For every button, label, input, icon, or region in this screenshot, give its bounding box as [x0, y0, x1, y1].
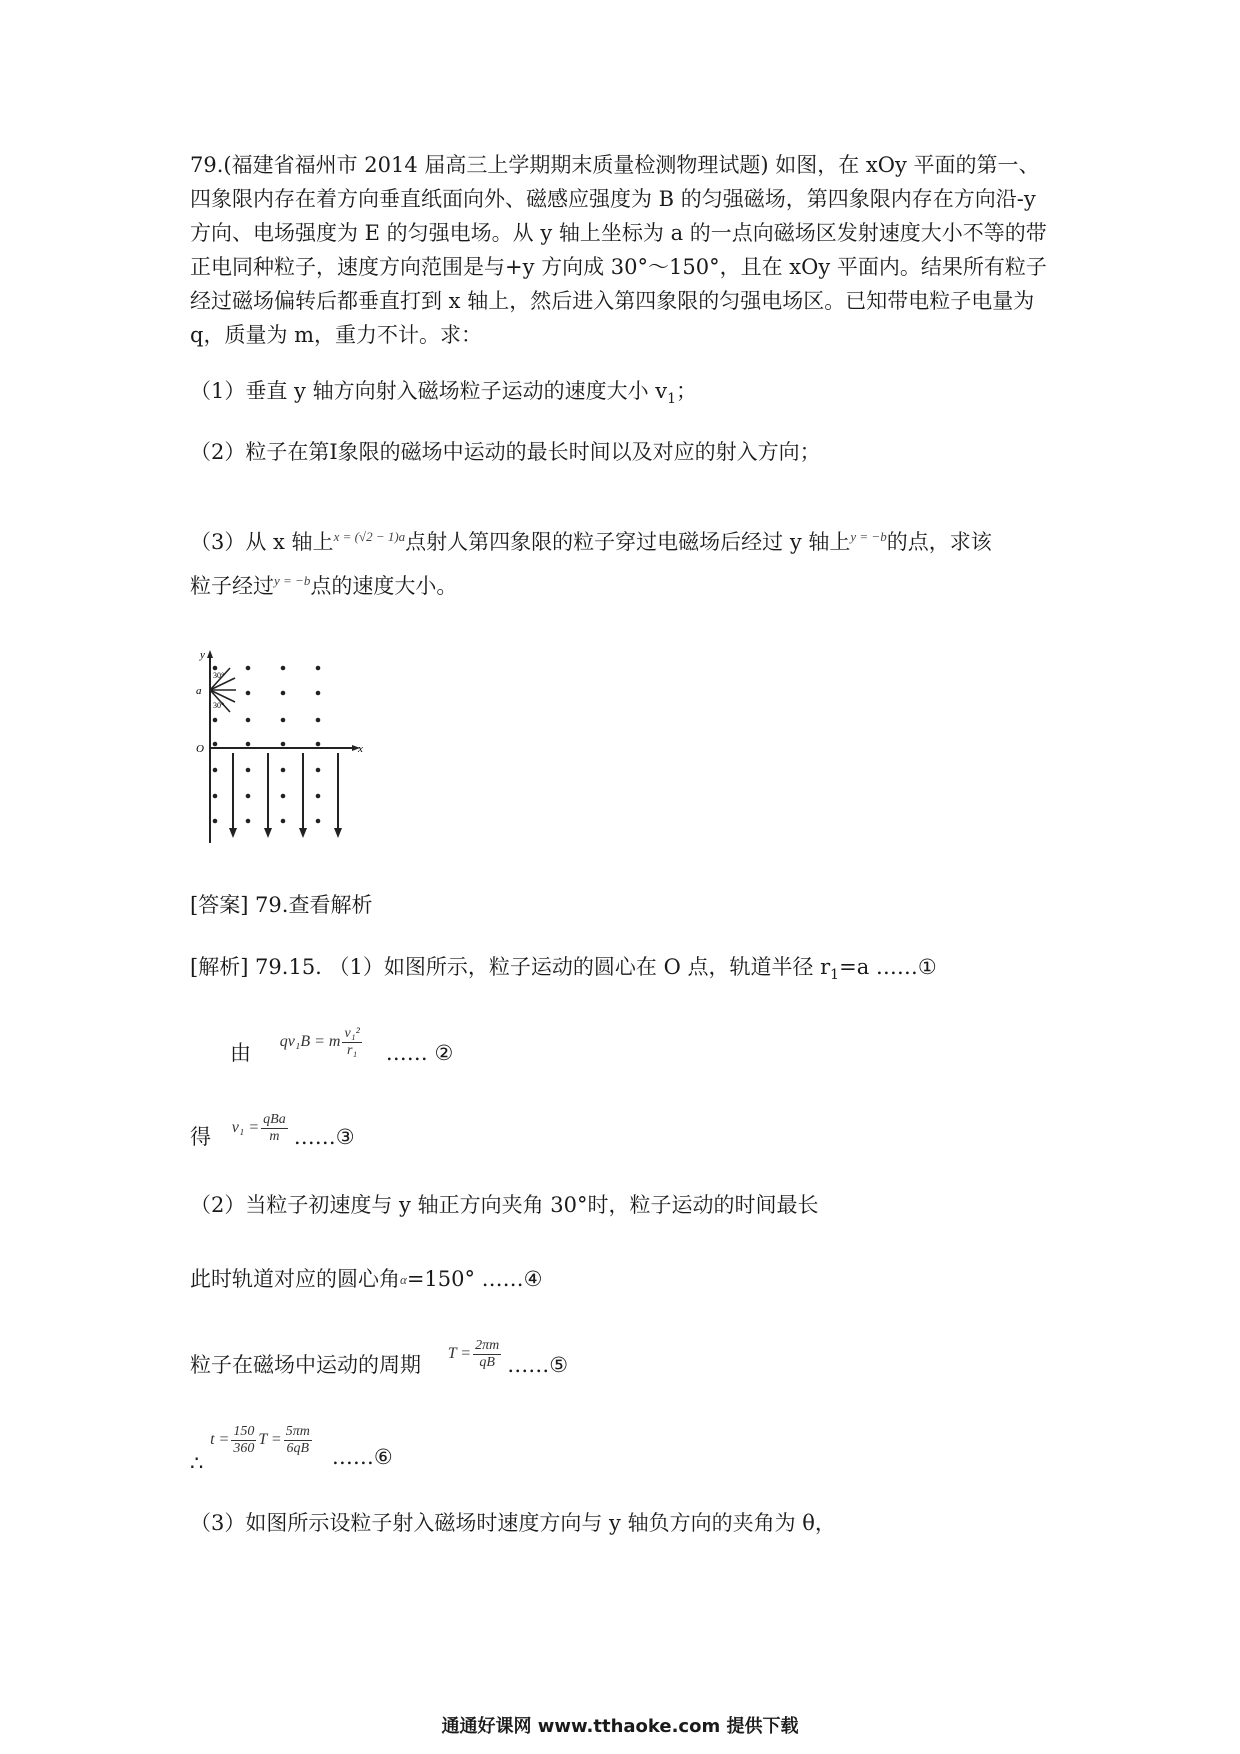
x-axis-label: x — [358, 743, 363, 755]
answer-line: [答案] 79.查看解析 — [190, 893, 373, 917]
problem-line-5: 经过磁场偏转后都垂直打到 x 轴上，然后进入第四象限的匀强电场区。已知带电粒子电量为 — [190, 289, 1035, 313]
solution-step-6: 粒子在磁场中运动的周期 $^{T = \frac{2\pi m}{qB}}$ ……⑤ — [190, 1337, 569, 1377]
question-3-line-2: 粒子经过$^{y = -b}$点的速度大小。 — [190, 573, 458, 598]
equation-period: T = 2πm qB — [447, 1337, 500, 1370]
problem-line-4: 正电同种粒子，速度方向范围是与+y 方向成 30°～150°，且在 xOy 平面内。结果所有粒子 — [190, 255, 1047, 279]
field-diagram — [188, 648, 368, 848]
angle-label-top: 30° — [213, 671, 225, 680]
problem-line-6: q，质量为 m，重力不计。求： — [190, 323, 483, 347]
equation-y-coordinate: y = −b — [850, 529, 887, 544]
y-axis-arrow-icon — [207, 650, 213, 658]
question-2: （2）粒子在第Ⅰ象限的磁场中运动的最长时间以及对应的射入方向； — [190, 440, 821, 464]
problem-line-2: 四象限内存在着方向垂直纸面向外、磁感应强度为 B 的匀强磁场，第四象限内存在方向沿-y — [190, 187, 1036, 211]
equation-time: t = 150 360 T = 5πm 6qB — [210, 1423, 310, 1456]
equation-x-coordinate: x = (√2 − 1)a — [333, 529, 406, 544]
problem-line-1: 79.(福建省福州市 2014 届高三上学期期末质量检测物理试题) 如图，在 xOy 平面的第一、 — [190, 153, 1040, 177]
solution-step-3: 得 $^{v_1 = \frac{\text{qBa}}{m}}$ ……③ — [190, 1111, 355, 1149]
problem-line-3: 方向、电场强度为 E 的匀强电场。从 y 轴上坐标为 a 的一点向磁场区发射速度大小不等的带 — [190, 221, 1047, 245]
solution-step-1: [解析] 79.15. （1）如图所示，粒子运动的圆心在 O 点，轨道半径 $r_1=a$ ……① — [190, 955, 937, 984]
electric-field-arrowheads-icon — [229, 828, 342, 838]
y-axis-label: y — [200, 649, 205, 661]
equation-y-point: y = −b — [274, 573, 311, 588]
page-footer: 通通好课网 www.tthaoke.com 提供下载 — [441, 1716, 799, 1737]
point-a-label: a — [196, 685, 202, 697]
solution-step-8: （3）如图所示设粒子射入磁场时速度方向与 y 轴负方向的夹角为 θ， — [190, 1511, 836, 1535]
equation-lorentz: qv₁B = m v₁² r₁ — [279, 1025, 360, 1058]
question-3-line-1: （3）从 x 轴上$^{x = (√2 - 1)a}$点射人第四象限的粒子穿过电磁场后经过 y 轴上$^{y = -b}$的点，求该 — [190, 529, 992, 554]
solution-step-2: 由 $^{qv_1B = m \frac{\text{v₁²}}{\text{r₁}}}$ …… ② — [230, 1025, 454, 1065]
angle-label-bottom: 30° — [213, 701, 225, 710]
solution-step-7: ∴ $^{t = \frac{150}{360} T = \frac{5\pi m}{6qB}}$ ……⑥ — [190, 1423, 393, 1475]
origin-label: O — [196, 743, 204, 755]
question-1: （1）垂直 y 轴方向射入磁场粒子运动的速度大小 $v_1$； — [190, 379, 698, 408]
solution-step-5: 此时轨道对应的圆心角α=150° ……④ — [190, 1267, 543, 1291]
equation-velocity: v₁ = qBa m — [231, 1111, 286, 1144]
solution-step-4: （2）当粒子初速度与 y 轴正方向夹角 30°时，粒子运动的时间最长 — [190, 1193, 819, 1217]
